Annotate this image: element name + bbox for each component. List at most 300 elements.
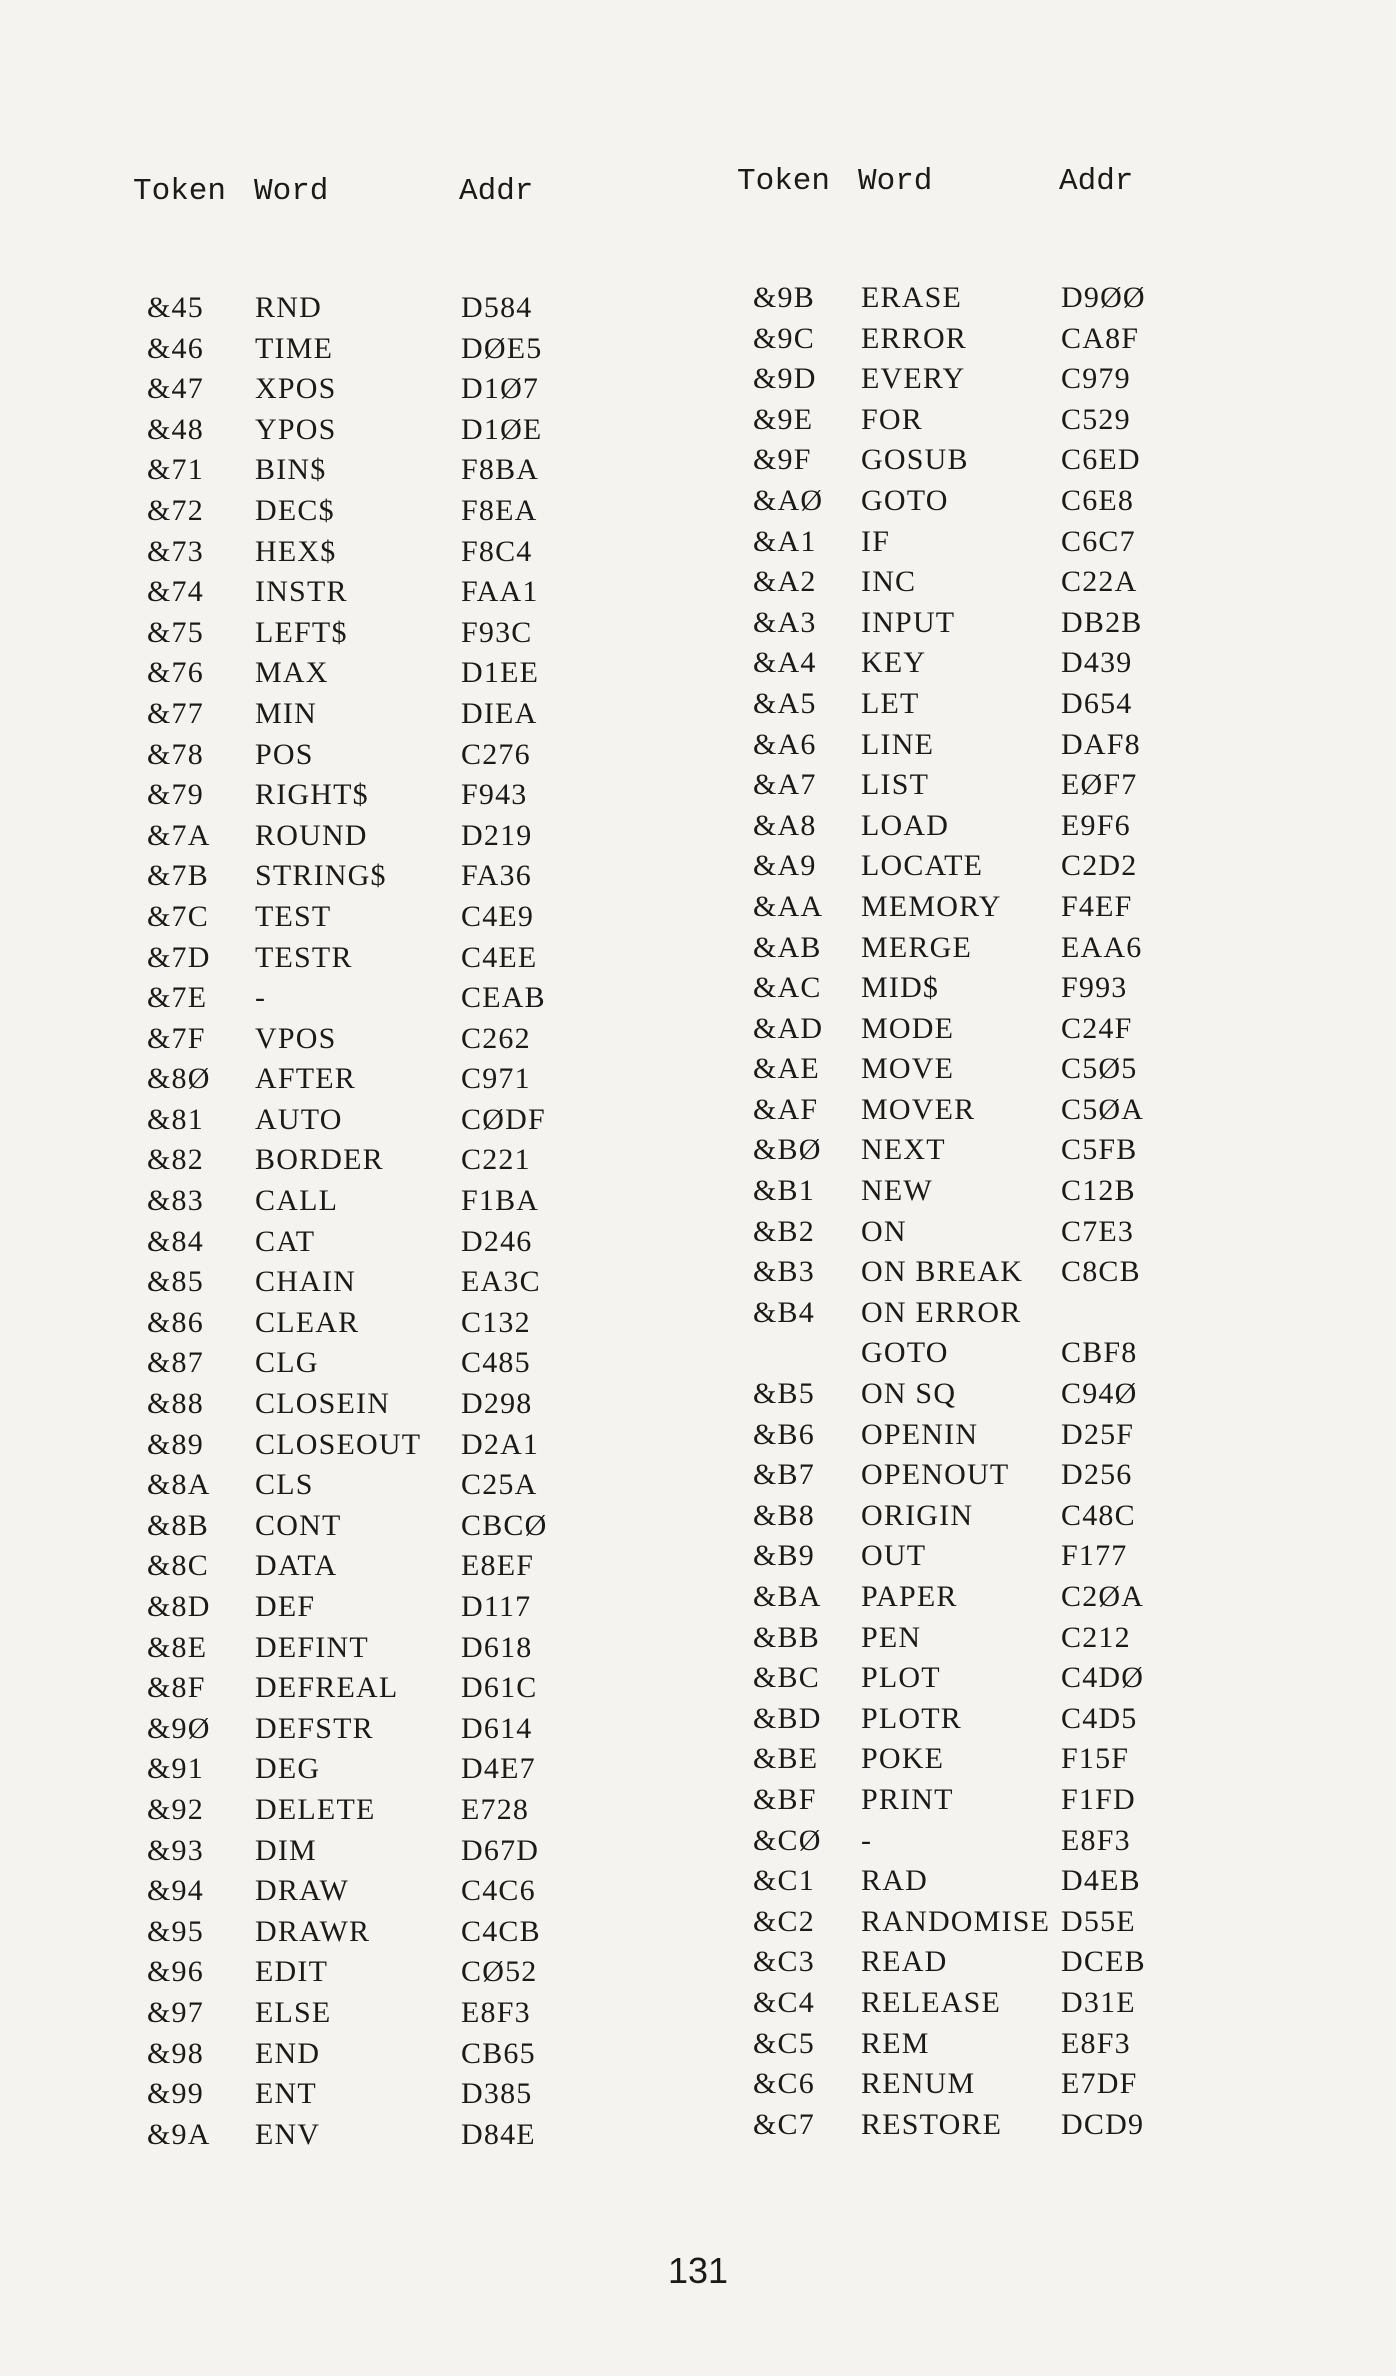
addr-cell: F93C (461, 615, 533, 649)
word-cell: MEMORY (861, 889, 1002, 923)
table-row (133, 1952, 571, 1993)
page-number: 131 (667, 2250, 729, 2291)
word-cell: DEC$ (255, 493, 335, 527)
token-cell: &A2 (753, 565, 817, 599)
word-cell: INC (861, 565, 917, 599)
token-cell: &99 (147, 2077, 204, 2111)
word-cell: LINE (861, 727, 935, 761)
token-cell: &96 (147, 1955, 204, 1989)
word-cell: PEN (861, 1620, 922, 1654)
table-row (133, 1100, 571, 1141)
table-row (737, 1618, 1171, 1659)
word-cell: PLOT (861, 1661, 941, 1695)
table-row (737, 1049, 1171, 1090)
addr-cell: D2A1 (461, 1427, 540, 1461)
token-cell: &8F (147, 1671, 206, 1705)
addr-cell: C4D5 (1061, 1701, 1138, 1735)
table-row (133, 1668, 571, 1709)
addr-cell: DCEB (1061, 1945, 1146, 1979)
addr-cell: D1ØE (461, 412, 543, 446)
token-cell: &B1 (753, 1174, 815, 1208)
addr-cell: E8EF (461, 1549, 535, 1583)
token-cell: &78 (147, 737, 204, 771)
addr-cell: C971 (461, 1062, 531, 1096)
addr-cell: D614 (461, 1711, 533, 1745)
word-cell: DEFSTR (255, 1711, 374, 1745)
table-row (737, 1983, 1171, 2024)
word-cell: BORDER (255, 1143, 384, 1177)
word-cell: CAT (255, 1224, 316, 1258)
word-cell: READ (861, 1945, 948, 1979)
token-cell: &A4 (753, 646, 817, 680)
token-cell: &98 (147, 2036, 204, 2070)
addr-cell: F4EF (1061, 889, 1133, 923)
word-cell: EVERY (861, 362, 966, 396)
word-cell: CLS (255, 1468, 314, 1502)
token-cell: &9F (753, 443, 812, 477)
table-row (737, 1171, 1171, 1212)
addr-cell: CØDF (461, 1102, 546, 1136)
token-cell: &93 (147, 1833, 204, 1867)
word-cell: REM (861, 2026, 930, 2060)
table-row (133, 288, 571, 329)
word-cell: PAPER (861, 1580, 958, 1613)
token-cell: &A5 (753, 686, 817, 720)
token-cell: &8C (147, 1549, 209, 1583)
header-addr: Addr (459, 174, 534, 209)
token-cell: &92 (147, 1792, 204, 1826)
table-row (737, 440, 1171, 481)
header-token: Token (133, 174, 227, 209)
table-row (133, 1222, 571, 1263)
addr-cell: D4E7 (461, 1752, 536, 1786)
word-cell: DRAW (255, 1874, 350, 1908)
addr-cell: FA36 (461, 859, 532, 893)
table-row (737, 1455, 1171, 1496)
addr-cell: C221 (461, 1143, 531, 1177)
token-cell: &85 (147, 1265, 204, 1299)
addr-cell: C5ØA (1061, 1092, 1145, 1126)
token-cell: &A1 (753, 524, 817, 558)
token-cell: &BØ (753, 1133, 822, 1167)
table-row (133, 1019, 571, 1060)
word-cell: DRAWR (255, 1914, 371, 1948)
table-row (737, 725, 1171, 766)
table-row (133, 694, 571, 735)
addr-cell: C6E8 (1061, 483, 1135, 517)
addr-cell: E8F3 (461, 1995, 531, 2029)
word-cell: MERGE (861, 930, 972, 964)
table-row (737, 2105, 1171, 2146)
token-cell: &46 (147, 331, 204, 365)
token-cell: &47 (147, 372, 204, 406)
addr-cell: F1BA (461, 1184, 540, 1218)
word-cell: PRINT (861, 1782, 954, 1816)
token-cell: &9E (753, 402, 814, 436)
table-row (737, 2064, 1171, 2105)
word-cell: TIME (255, 331, 334, 365)
word-cell: GOSUB (861, 443, 969, 477)
table-row (737, 1496, 1171, 1537)
addr-cell: F8C4 (461, 534, 533, 568)
word-cell: DEFREAL (255, 1671, 399, 1705)
token-table-right (737, 162, 1171, 2145)
addr-cell: E728 (461, 1792, 530, 1826)
token-cell: &76 (147, 656, 204, 690)
word-cell: OPENIN (861, 1417, 979, 1451)
table-row (737, 400, 1171, 441)
addr-cell: C5Ø5 (1061, 1052, 1138, 1086)
table-row (133, 1425, 571, 1466)
table-row (133, 856, 571, 897)
table-header (133, 172, 571, 212)
word-cell: POS (255, 737, 314, 771)
table-row (737, 1658, 1171, 1699)
table-row (737, 1861, 1171, 1902)
word-cell: ERASE (861, 281, 963, 314)
table-row (133, 329, 571, 370)
table-row (133, 1912, 571, 1953)
addr-cell: D1Ø7 (461, 372, 540, 406)
table-row (133, 1343, 571, 1384)
table-row (737, 1821, 1171, 1862)
word-cell: DIM (255, 1833, 317, 1867)
addr-cell: DB2B (1061, 605, 1143, 639)
addr-cell: C529 (1061, 402, 1131, 436)
token-cell: &AB (753, 930, 822, 964)
token-cell: &B7 (753, 1458, 815, 1492)
left-rows (133, 288, 571, 2155)
token-cell: &91 (147, 1752, 204, 1786)
token-cell: &81 (147, 1102, 204, 1136)
table-row (737, 2024, 1171, 2065)
word-cell: OUT (861, 1539, 927, 1573)
word-cell: MID$ (861, 971, 940, 1005)
table-row (737, 1902, 1171, 1943)
addr-cell: D84E (461, 2117, 536, 2151)
word-cell: RESTORE (861, 2107, 1003, 2141)
table-row (737, 1212, 1171, 1253)
word-cell: ON BREAK (861, 1255, 1024, 1289)
word-cell: DEF (255, 1590, 316, 1623)
table-row (737, 684, 1171, 725)
addr-cell: E8F3 (1061, 1823, 1131, 1857)
token-cell: &71 (147, 453, 204, 487)
token-cell: &BC (753, 1661, 820, 1695)
token-cell: &9D (753, 362, 817, 396)
addr-cell: C4EE (461, 940, 538, 974)
table-row (133, 816, 571, 857)
table-row (133, 410, 571, 451)
word-cell: MOVER (861, 1092, 976, 1126)
addr-cell: D25F (1061, 1417, 1135, 1451)
addr-cell: C94Ø (1061, 1377, 1138, 1411)
word-cell: RIGHT$ (255, 778, 369, 812)
token-cell: &79 (147, 778, 204, 812)
table-row (133, 2115, 571, 2156)
word-cell: MODE (861, 1011, 955, 1045)
word-cell: INSTR (255, 575, 348, 609)
token-cell: &A7 (753, 768, 817, 802)
addr-cell: D256 (1061, 1458, 1133, 1492)
addr-cell: CA8F (1061, 321, 1140, 355)
table-row (133, 572, 571, 613)
addr-cell: C48C (1061, 1498, 1136, 1532)
token-cell: &AD (753, 1011, 824, 1045)
token-cell: &8B (147, 1508, 209, 1542)
addr-cell: C276 (461, 737, 531, 771)
addr-cell: D385 (461, 2077, 533, 2111)
table-row (133, 1465, 571, 1506)
table-row (133, 1709, 571, 1750)
word-cell: MIN (255, 696, 317, 730)
table-row (133, 2074, 571, 2115)
table-row (737, 1130, 1171, 1171)
word-cell: DELETE (255, 1792, 376, 1826)
word-cell: LOCATE (861, 849, 984, 883)
token-cell: &BA (753, 1580, 822, 1613)
addr-cell: C4CB (461, 1914, 541, 1948)
token-cell: &C7 (753, 2107, 815, 2141)
word-cell: CLG (255, 1346, 319, 1380)
table-row (737, 1699, 1171, 1740)
table-row (133, 1749, 571, 1790)
table-row (133, 1871, 571, 1912)
token-cell: &7D (147, 940, 211, 974)
token-cell: &89 (147, 1427, 204, 1461)
table-row (133, 613, 571, 654)
token-cell: &BE (753, 1742, 819, 1776)
header-addr: Addr (1059, 164, 1134, 199)
word-cell: ON ERROR (861, 1295, 1022, 1329)
table-row (737, 887, 1171, 928)
addr-cell: D117 (461, 1590, 532, 1623)
word-cell: ENT (255, 2077, 317, 2111)
word-cell: MAX (255, 656, 329, 690)
table-row (133, 897, 571, 938)
word-cell: DEFINT (255, 1630, 369, 1664)
addr-cell: E7DF (1061, 2067, 1138, 2101)
word-cell: YPOS (255, 412, 337, 446)
table-row (737, 1536, 1171, 1577)
word-cell: AUTO (255, 1102, 343, 1136)
word-cell: POKE (861, 1742, 945, 1776)
word-cell: ON SQ (861, 1377, 957, 1411)
word-cell: ON (861, 1214, 907, 1248)
table-row (737, 765, 1171, 806)
table-row (133, 775, 571, 816)
token-cell: &AF (753, 1092, 819, 1126)
word-cell: - (255, 981, 267, 1015)
word-cell: END (255, 2036, 321, 2070)
token-cell: &BF (753, 1782, 817, 1816)
right-rows (737, 278, 1171, 2145)
addr-cell: E8F3 (1061, 2026, 1131, 2060)
addr-cell: C22A (1061, 565, 1138, 599)
table-row (737, 359, 1171, 400)
addr-cell: FAA1 (461, 575, 539, 609)
token-cell: &B6 (753, 1417, 815, 1451)
table-row (737, 481, 1171, 522)
table-row (133, 978, 571, 1019)
addr-cell: F177 (1061, 1539, 1128, 1573)
addr-cell: C485 (461, 1346, 531, 1380)
word-cell: EDIT (255, 1955, 329, 1989)
table-row (133, 2034, 571, 2075)
token-cell: &8D (147, 1590, 211, 1623)
addr-cell: D67D (461, 1833, 540, 1867)
token-cell: &8A (147, 1468, 211, 1502)
addr-cell: EAA6 (1061, 930, 1143, 964)
token-cell: &AA (753, 889, 824, 923)
token-cell: &C5 (753, 2026, 815, 2060)
token-cell: &B3 (753, 1255, 815, 1289)
word-cell: VPOS (255, 1021, 337, 1055)
table-row (737, 643, 1171, 684)
token-table-left (133, 172, 571, 2155)
addr-cell: C4DØ (1061, 1661, 1145, 1695)
token-cell: &B9 (753, 1539, 815, 1573)
table-row (133, 1181, 571, 1222)
word-cell: RENUM (861, 2067, 976, 2101)
word-cell: RANDOMISE (861, 1904, 1051, 1938)
addr-cell: F1FD (1061, 1782, 1136, 1816)
addr-cell: D31E (1061, 1985, 1136, 2019)
word-cell: STRING$ (255, 859, 387, 893)
word-cell: PLOTR (861, 1701, 963, 1735)
addr-cell: C5FB (1061, 1133, 1138, 1167)
table-row (133, 450, 571, 491)
table-row (737, 319, 1171, 360)
word-cell: MOVE (861, 1052, 955, 1086)
word-cell: HEX$ (255, 534, 337, 568)
addr-cell: DCD9 (1061, 2107, 1145, 2141)
addr-cell: D55E (1061, 1904, 1136, 1938)
table-row (133, 1993, 571, 2034)
table-row (737, 1739, 1171, 1780)
token-cell: &7E (147, 981, 208, 1015)
table-row (133, 1059, 571, 1100)
addr-cell: E9F6 (1061, 808, 1131, 842)
word-cell: ROUND (255, 818, 368, 852)
addr-cell: C262 (461, 1021, 531, 1055)
word-cell: ORIGIN (861, 1498, 974, 1532)
addr-cell: EA3C (461, 1265, 541, 1299)
addr-cell: D584 (461, 291, 533, 324)
addr-cell: F8EA (461, 493, 538, 527)
word-cell: GOTO (861, 1336, 949, 1370)
addr-cell: D298 (461, 1387, 533, 1421)
addr-cell: C132 (461, 1305, 531, 1339)
table-row (737, 1942, 1171, 1983)
word-cell: FOR (861, 402, 923, 436)
addr-cell: C7E3 (1061, 1214, 1135, 1248)
addr-cell: D654 (1061, 686, 1133, 720)
table-row (737, 1333, 1171, 1374)
token-cell: &84 (147, 1224, 204, 1258)
word-cell: KEY (861, 646, 927, 680)
word-cell: RELEASE (861, 1985, 1002, 2019)
addr-cell: CBF8 (1061, 1336, 1138, 1370)
table-row (737, 1252, 1171, 1293)
token-cell: &9B (753, 281, 815, 314)
table-row (737, 1780, 1171, 1821)
addr-cell: C6C7 (1061, 524, 1136, 558)
addr-cell: D618 (461, 1630, 533, 1664)
addr-cell: C4C6 (461, 1874, 536, 1908)
header-token: Token (737, 164, 831, 199)
addr-cell: C2ØA (1061, 1580, 1145, 1613)
table-row (737, 1577, 1171, 1618)
word-cell: ELSE (255, 1995, 332, 2029)
token-cell: &C6 (753, 2067, 815, 2101)
table-header (737, 162, 1171, 202)
table-row (737, 928, 1171, 969)
word-cell: RND (255, 291, 322, 324)
table-row (737, 278, 1171, 319)
addr-cell: DIEA (461, 696, 538, 730)
token-cell: &AC (753, 971, 822, 1005)
word-cell: CONT (255, 1508, 342, 1542)
token-cell: &94 (147, 1874, 204, 1908)
addr-cell: C212 (1061, 1620, 1131, 1654)
addr-cell: C8CB (1061, 1255, 1141, 1289)
table-row (737, 1415, 1171, 1456)
token-cell: &CØ (753, 1823, 822, 1857)
addr-cell: C979 (1061, 362, 1131, 396)
word-cell: LET (861, 686, 920, 720)
addr-cell: C12B (1061, 1174, 1136, 1208)
word-cell: CLEAR (255, 1305, 360, 1339)
addr-cell: F943 (461, 778, 528, 812)
word-cell: CLOSEOUT (255, 1427, 422, 1461)
table-row (133, 1831, 571, 1872)
word-cell: CLOSEIN (255, 1387, 391, 1421)
token-cell: &B4 (753, 1295, 815, 1329)
word-cell: TESTR (255, 940, 353, 974)
token-cell: &A6 (753, 727, 817, 761)
word-cell: LIST (861, 768, 930, 802)
token-cell: &87 (147, 1346, 204, 1380)
table-row (133, 938, 571, 979)
addr-cell: C6ED (1061, 443, 1141, 477)
word-cell: RAD (861, 1864, 928, 1898)
token-cell: &AE (753, 1052, 820, 1086)
token-cell: &45 (147, 291, 204, 324)
addr-cell: CEAB (461, 981, 546, 1015)
word-cell: ERROR (861, 321, 968, 355)
table-row (133, 735, 571, 776)
header-word: Word (254, 174, 329, 209)
token-cell: &95 (147, 1914, 204, 1948)
token-cell: &B5 (753, 1377, 815, 1411)
token-cell: &86 (147, 1305, 204, 1339)
addr-cell: F993 (1061, 971, 1128, 1005)
word-cell: NEXT (861, 1133, 946, 1167)
table-row (737, 1374, 1171, 1415)
word-cell: - (861, 1823, 873, 1857)
addr-cell: C2D2 (1061, 849, 1138, 883)
addr-cell: C24F (1061, 1011, 1133, 1045)
token-cell: &A3 (753, 605, 817, 639)
table-row (133, 653, 571, 694)
addr-cell: D1EE (461, 656, 540, 690)
table-row (737, 603, 1171, 644)
table-row (133, 1790, 571, 1831)
word-cell: GOTO (861, 483, 949, 517)
token-cell: &8E (147, 1630, 208, 1664)
token-cell: &48 (147, 412, 204, 446)
